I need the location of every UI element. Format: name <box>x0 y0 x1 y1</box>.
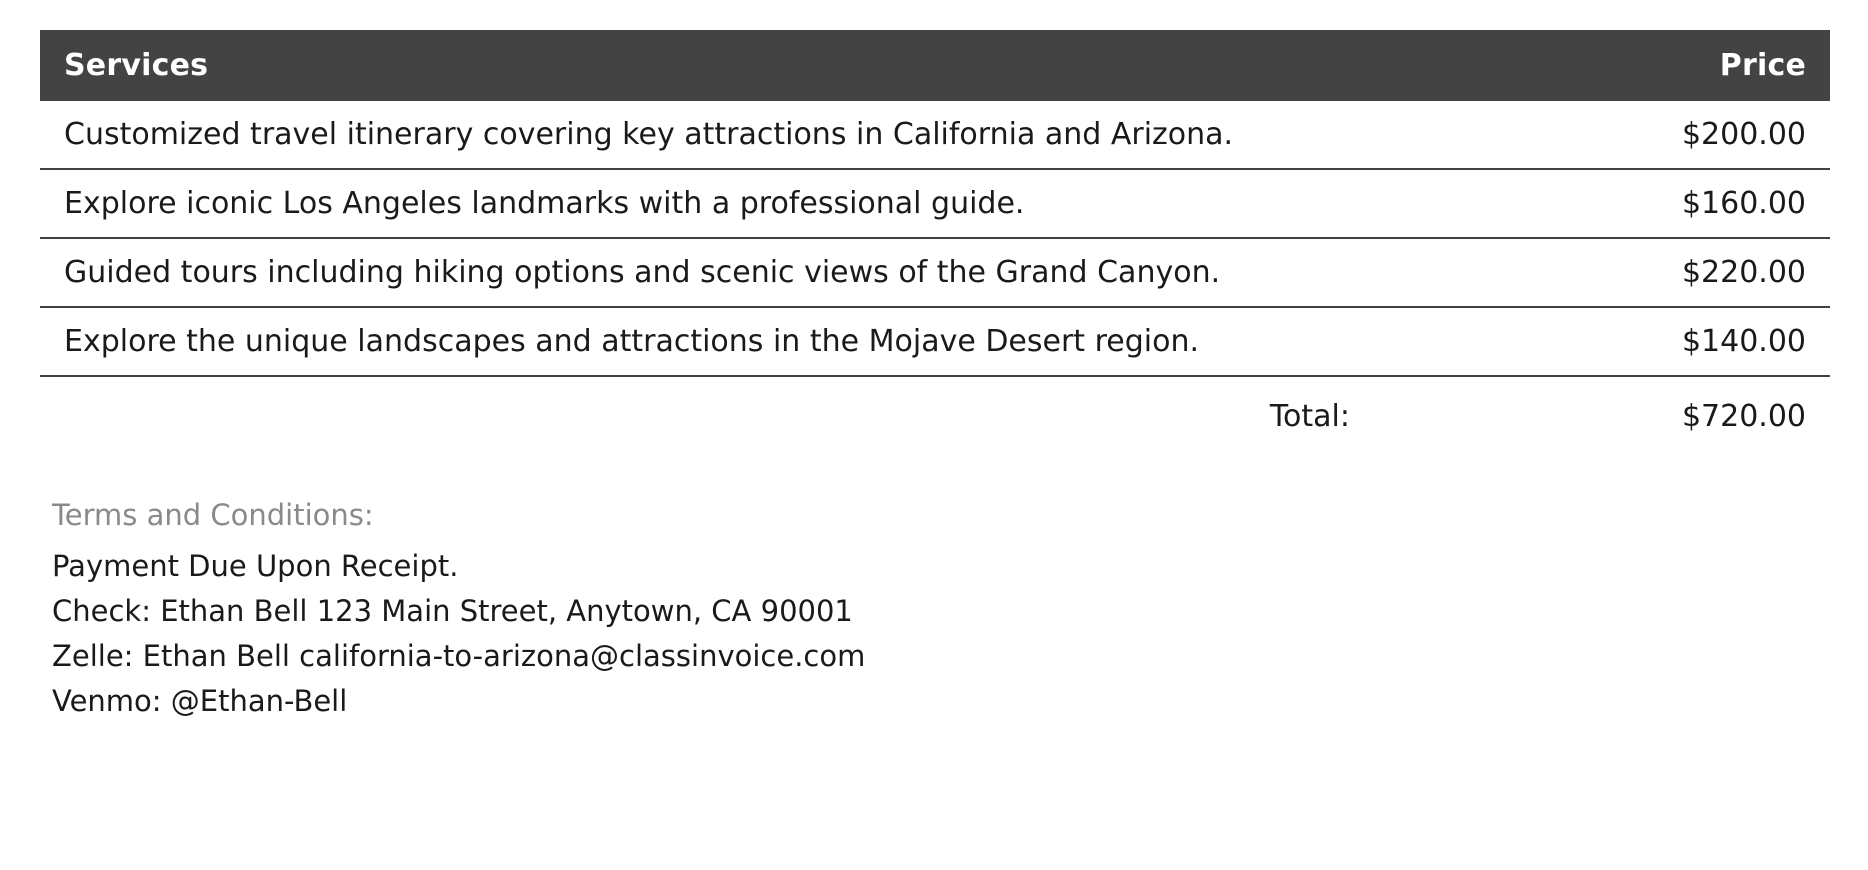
terms-line: Zelle: Ethan Bell california-to-arizona@classinvoice.com <box>52 638 866 673</box>
service-price: $220.00 <box>1440 238 1830 307</box>
table-header <box>40 30 1830 101</box>
terms-line: Payment Due Upon Receipt. <box>52 549 459 583</box>
table-total-row <box>40 376 1830 450</box>
terms-line: Venmo: @Ethan-Bell <box>52 683 348 718</box>
service-description: Customized travel itinerary covering key attractions in California and Arizona. <box>40 101 1440 169</box>
table-row <box>40 101 1830 169</box>
services-table <box>40 30 1830 450</box>
terms-line: Check: Ethan Bell 123 Main Street, Anytown, CA 90001 <box>52 593 853 628</box>
column-header-services: Services <box>40 30 1440 101</box>
service-price: $200.00 <box>1440 101 1830 169</box>
column-header-price: Price <box>1440 30 1830 101</box>
table-header-row <box>40 30 1830 101</box>
terms-title: Terms and Conditions: <box>52 498 374 532</box>
total-value: $720.00 <box>1681 399 1806 434</box>
table-body <box>40 101 1830 450</box>
table-row <box>40 238 1830 307</box>
total-label: Total: <box>1269 399 1350 434</box>
table-row <box>40 307 1830 376</box>
service-price: $160.00 <box>1440 169 1830 238</box>
service-price: $140.00 <box>1440 307 1830 376</box>
table-row <box>40 169 1830 238</box>
service-description: Explore iconic Los Angeles landmarks with a professional guide. <box>40 169 1440 238</box>
service-description: Guided tours including hiking options and scenic views of the Grand Canyon. <box>40 238 1440 307</box>
terms-and-conditions <box>40 498 1828 724</box>
service-description: Explore the unique landscapes and attractions in the Mojave Desert region. <box>40 307 1440 376</box>
